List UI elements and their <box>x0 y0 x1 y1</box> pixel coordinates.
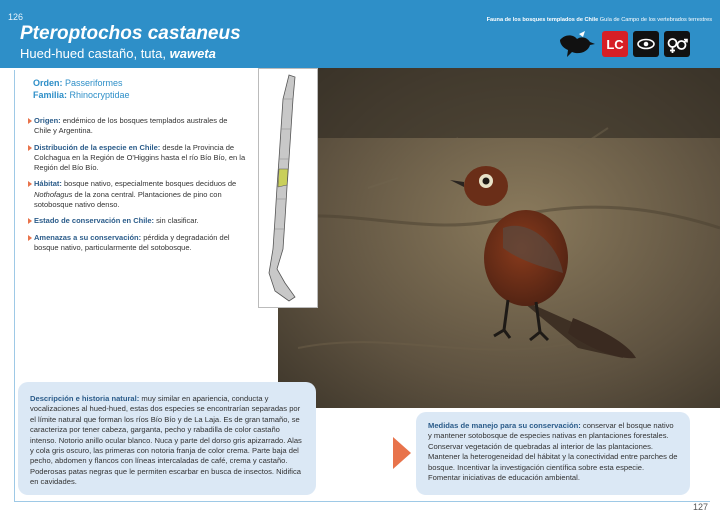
frame-line-vertical <box>14 70 15 502</box>
family-row <box>33 89 130 101</box>
page-number-right: 127 <box>692 502 708 512</box>
common-name <box>20 46 216 61</box>
order-row <box>33 77 130 89</box>
male-female-icon <box>664 31 690 57</box>
fact-threats: Amenazas a su conservación: pérdida y degradación del bosque nativo, particularmente del sotobosque. <box>28 233 246 254</box>
order-value: Passeriformes <box>65 78 123 88</box>
fact-distribution: Distribución de la especie en Chile: desde la Provincia de Colchagua en la Región de O'Higgins hasta el río Bío Bío, en la Región del Bío Bío. <box>28 143 246 174</box>
family-label: Familia: <box>33 90 68 100</box>
frame-line-horizontal <box>14 501 710 502</box>
eye-icon <box>633 31 659 57</box>
management-box <box>416 412 690 495</box>
description-box <box>18 382 316 495</box>
common-name-italic: waweta <box>169 46 216 61</box>
fact-origin: Origen: endémico de los bosques templados australes de Chile y Argentina. <box>28 116 246 137</box>
bullet-arrow-icon <box>28 218 32 224</box>
fact-list <box>28 116 246 259</box>
bird-silhouette-icon <box>557 31 597 57</box>
description-text: muy similar en apariencia, conducta y vocalizaciones al hued-hued, estas dos especies se encontrarían separadas por el límite natural que forman los ríos Bío Bío y de La Laja. Es de gran tamaño, se caracteriza por tener cabeza, garganta, pecho y rabadilla de color castaño intenso. Notorio anillo ocular blanco. Nuca y parte del dorso gris apizarrado. Alas y cola gris oscuro, las primeras con notoria franja de color crema. Parte baja del pecho, abdomen y flancos con líneas intercaladas de café, crema y castaño. Poderosas patas negras que le permiten escarbar en busca de insectos. Nidifica en cavidades. <box>30 394 302 487</box>
series-title-bold: Fauna de los bosques templados de Chile <box>486 17 599 23</box>
bird-photo <box>278 68 720 408</box>
page-number-left: 126 <box>8 12 24 22</box>
species-name: Pteroptochos castaneus <box>20 23 241 44</box>
bullet-arrow-icon <box>28 145 32 151</box>
taxonomy <box>33 77 130 101</box>
series-title <box>487 17 712 23</box>
common-name-plain: Hued-hued castaño, tuta, <box>20 46 170 61</box>
management-text: conservar el bosque nativo y mantener sotobosque de especies nativas en plantaciones forestales. Conservar vegetación de quebradas al interior de las plantaciones. Mantener la heterogeneidad del hábitat y la conectividad entre parches de bosque. Incentivar la investigación científica sobre esta especie. Fomentar iniciativas de educación ambiental. <box>428 421 678 483</box>
conservation-status-badge: LC <box>602 31 628 57</box>
order-label: Orden: <box>33 78 63 88</box>
bullet-arrow-icon <box>28 235 32 241</box>
bullet-arrow-icon <box>28 181 32 187</box>
status-icons <box>557 31 690 57</box>
page-header <box>0 0 720 68</box>
bullet-arrow-icon <box>28 118 32 124</box>
fact-habitat: Hábitat: bosque nativo, especialmente bosques deciduos de Nothofagus de la zona central. Plantaciones de pino con sotobosque nativo denso. <box>28 179 246 210</box>
series-title-rest: Guía de Campo de los vertebrados terrestres <box>598 17 712 23</box>
management-label: Medidas de manejo para su conservación: <box>428 421 581 430</box>
distribution-map <box>258 68 318 308</box>
fact-conservation-status: Estado de conservación en Chile: sin clasificar. <box>28 216 246 226</box>
family-value: Rhinocryptidae <box>69 90 130 100</box>
description-label: Descripción e historia natural: <box>30 394 140 403</box>
arrow-icon <box>393 437 411 469</box>
